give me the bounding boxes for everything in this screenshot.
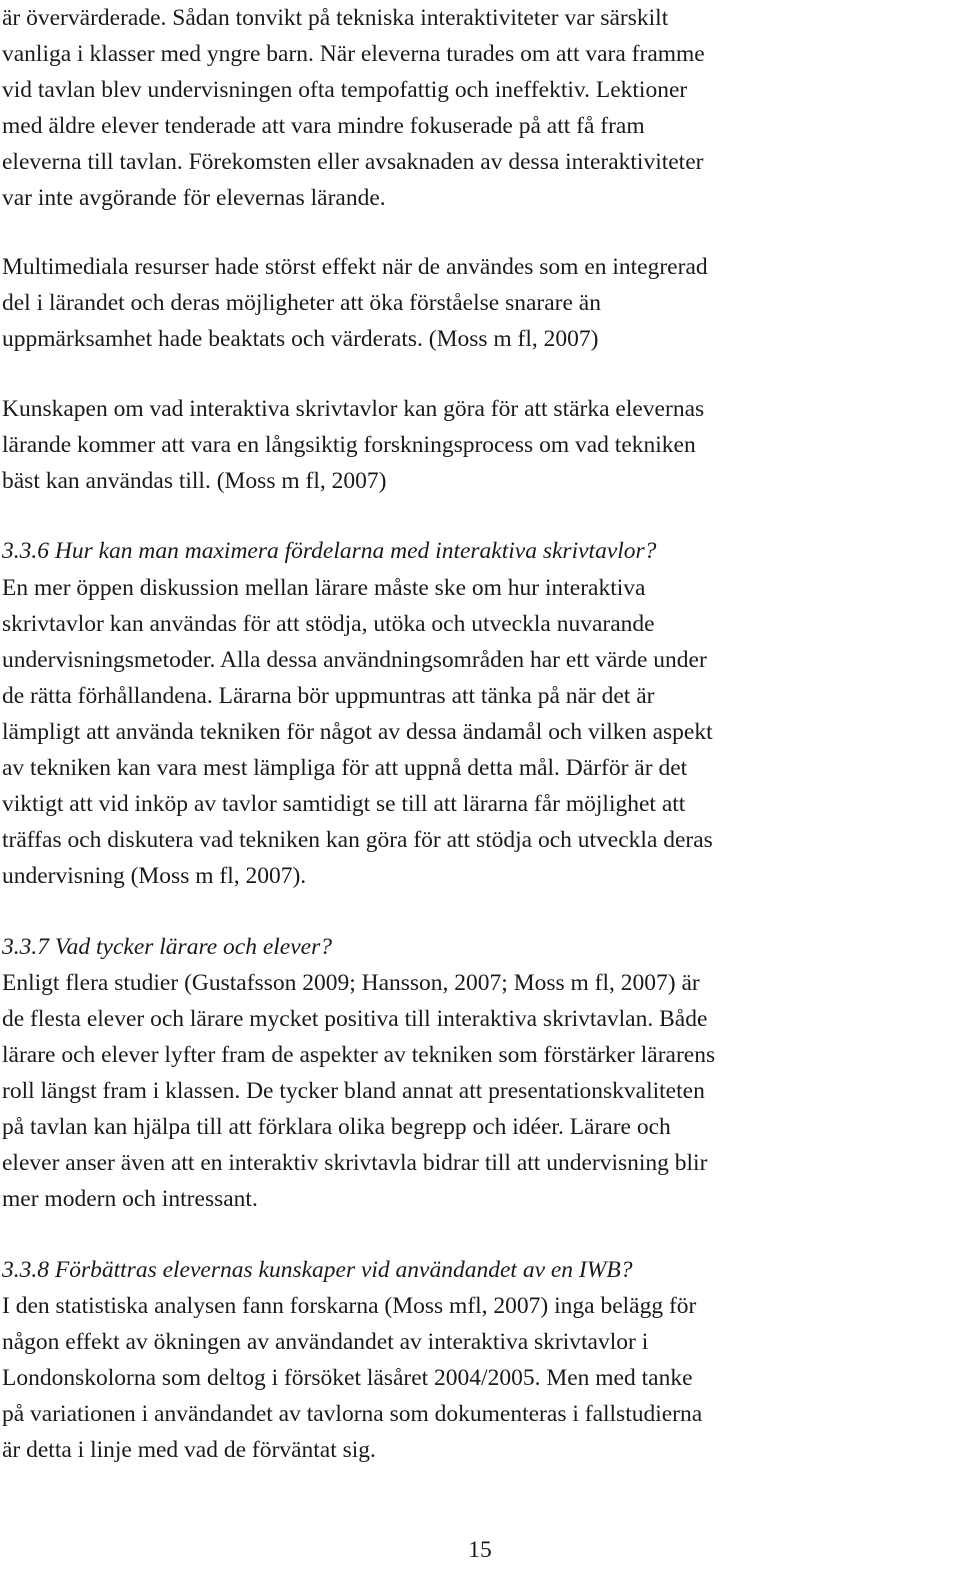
body-line: lämpligt att använda tekniken för något av dessa ändamål och vilken aspekt — [2, 719, 713, 745]
body-line: En mer öppen diskussion mellan lärare måste ske om hur interaktiva — [2, 575, 646, 601]
body-line: undervisning (Moss m fl, 2007). — [2, 863, 307, 889]
body-line: var inte avgörande för elevernas lärande. — [2, 185, 386, 211]
body-line: på variationen i användandet av tavlorna som dokumenteras i fallstudierna — [2, 1401, 703, 1427]
body-line: del i lärandet och deras möjligheter att öka förståelse snarare än — [2, 290, 601, 316]
body-line: undervisningsmetoder. Alla dessa användningsområden har ett värde under — [2, 647, 707, 673]
body-line: bäst kan användas till. (Moss m fl, 2007) — [2, 468, 387, 494]
body-line: I den statistiska analysen fann forskarna (Moss mfl, 2007) inga belägg för — [2, 1293, 697, 1319]
body-line: någon effekt av ökningen av användandet av interaktiva skrivtavlor i — [2, 1329, 649, 1355]
body-line: de rätta förhållandena. Lärarna bör uppmuntras att tänka på när det är — [2, 683, 655, 709]
body-line: på tavlan kan hjälpa till att förklara olika begrepp och idéer. Lärare och — [2, 1114, 671, 1140]
section-heading: 3.3.8 Förbättras elevernas kunskaper vid användandet av en IWB? — [2, 1257, 633, 1283]
body-line: av tekniken kan vara mest lämpliga för att uppnå detta mål. Därför är det — [2, 755, 688, 781]
body-line: roll längst fram i klassen. De tycker bland annat att presentationskvaliteten — [2, 1078, 705, 1104]
body-line: lärande kommer att vara en långsiktig forskningsprocess om vad tekniken — [2, 432, 696, 458]
body-line: Multimediala resurser hade störst effekt när de användes som en integrerad — [2, 254, 708, 280]
body-line: lärare och elever lyfter fram de aspekter av tekniken som förstärker lärarens — [2, 1042, 716, 1068]
body-line: är detta i linje med vad de förväntat sig. — [2, 1437, 376, 1463]
body-line: eleverna till tavlan. Förekomsten eller avsaknaden av dessa interaktiviteter — [2, 149, 704, 175]
body-line: är övervärderade. Sådan tonvikt på tekniska interaktiviteter var särskilt — [2, 5, 669, 31]
body-line: mer modern och intressant. — [2, 1186, 258, 1212]
body-line: med äldre elever tenderade att vara mindre fokuserade på att få fram — [2, 113, 645, 139]
body-line: viktigt att vid inköp av tavlor samtidigt se till att lärarna får möjlighet att — [2, 791, 686, 817]
page-number: 15 — [468, 1537, 492, 1563]
section-heading: 3.3.7 Vad tycker lärare och elever? — [2, 934, 332, 960]
body-line: elever anser även att en interaktiv skrivtavla bidrar till att undervisning blir — [2, 1150, 708, 1176]
body-line: de flesta elever och lärare mycket positiva till interaktiva skrivtavlan. Både — [2, 1006, 708, 1032]
body-line: vanliga i klasser med yngre barn. När eleverna turades om att vara framme — [2, 41, 705, 67]
section-heading: 3.3.6 Hur kan man maximera fördelarna med interaktiva skrivtavlor? — [2, 538, 657, 564]
body-line: Enligt flera studier (Gustafsson 2009; Hansson, 2007; Moss m fl, 2007) är — [2, 970, 700, 996]
body-line: träffas och diskutera vad tekniken kan göra för att stödja och utveckla deras — [2, 827, 713, 853]
body-line: skrivtavlor kan användas för att stödja, utöka och utveckla nuvarande — [2, 611, 655, 637]
body-line: vid tavlan blev undervisningen ofta tempofattig och ineffektiv. Lektioner — [2, 77, 688, 103]
body-line: uppmärksamhet hade beaktats och värderats. (Moss m fl, 2007) — [2, 326, 599, 352]
body-line: Kunskapen om vad interaktiva skrivtavlor kan göra för att stärka elevernas — [2, 396, 705, 422]
body-line: Londonskolorna som deltog i försöket läsåret 2004/2005. Men med tanke — [2, 1365, 693, 1391]
